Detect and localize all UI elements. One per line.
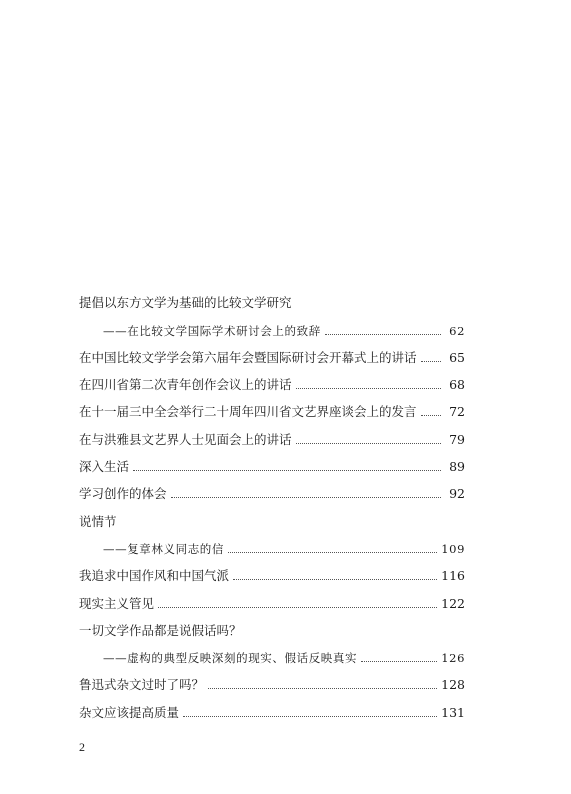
dot-leader: [296, 388, 441, 389]
toc-entry-row: [79, 420, 465, 447]
toc-page-number: 116: [441, 568, 465, 584]
dot-leader: [296, 443, 441, 444]
toc-page-number: 65: [449, 349, 465, 365]
toc-entry-title: 在十一届三中全会举行二十周年四川省文艺界座谈会上的发言: [79, 404, 417, 420]
toc-entry-row: [79, 612, 465, 639]
toc-entry-row: [79, 475, 465, 502]
dot-leader: [171, 497, 441, 498]
toc-entry-title: 我追求中国作风和中国气派: [79, 568, 230, 584]
dot-leader: [133, 470, 441, 471]
toc-subtitle-row: [79, 311, 465, 338]
toc-entry-title: ——复章林义同志的信: [103, 541, 224, 556]
toc-entry-row: [79, 557, 465, 584]
toc-subtitle-row: [79, 639, 465, 666]
toc-page-number: 109: [441, 541, 465, 556]
toc-entry-title: ——在比较文学国际学术研讨会上的致辞: [103, 323, 321, 338]
toc-entry-row: [79, 339, 465, 366]
toc-entry-title: 一切文学作品都是说假话吗？: [79, 622, 242, 638]
page-number: 2: [79, 740, 85, 754]
toc-page-number: 128: [441, 677, 465, 693]
toc-entry-title: 杂文应该提高质量: [79, 704, 180, 720]
dot-leader: [228, 552, 437, 553]
dot-leader: [421, 361, 441, 362]
toc-subtitle-row: [79, 530, 465, 557]
toc-page-number: 122: [441, 595, 465, 611]
toc-entry-title: 在中国比较文学学会第六届年会暨国际研讨会开幕式上的讲话: [79, 349, 417, 365]
toc-page-number: 79: [449, 431, 465, 447]
toc-page-number: 62: [449, 323, 465, 338]
dot-leader: [325, 334, 441, 335]
toc-entry-title: 学习创作的体会: [79, 486, 167, 502]
dot-leader: [233, 579, 437, 580]
dot-leader: [421, 415, 441, 416]
toc-page-number: 68: [449, 377, 465, 393]
dot-leader: [361, 661, 437, 662]
dot-leader: [183, 716, 437, 717]
toc-page-number: 72: [449, 404, 465, 420]
toc-entry-title: 说情节: [79, 513, 117, 529]
toc-entry-title: 在与洪雅县文艺界人士见面会上的讲话: [79, 431, 292, 447]
toc-entry-row: [79, 448, 465, 475]
toc-entry-title: 提倡以东方文学为基础的比较文学研究: [79, 295, 292, 311]
toc-entry-title: 鲁迅式杂文过时了吗？: [79, 677, 205, 693]
toc-entry-row: [79, 393, 465, 420]
toc-entry-title: 在四川省第二次青年创作会议上的讲话: [79, 377, 292, 393]
toc-page-number: 131: [441, 704, 465, 720]
toc-entry-title: 现实主义管见: [79, 595, 155, 611]
toc-entry-row: [79, 502, 465, 529]
toc-page-number: 92: [449, 486, 465, 502]
toc-entry-row: [79, 584, 465, 611]
toc-page-number: 126: [441, 651, 465, 666]
toc-entry-row: [79, 693, 465, 720]
toc-entry-title: 深入生活: [79, 459, 130, 475]
dot-leader: [208, 688, 437, 689]
dot-leader: [158, 607, 437, 608]
table-of-contents: [79, 284, 465, 721]
toc-entry-title: ——虚构的典型反映深刻的现实、假话反映真实: [103, 651, 358, 666]
toc-entry-row: [79, 284, 465, 311]
toc-entry-row: [79, 366, 465, 393]
toc-entry-row: [79, 666, 465, 693]
toc-page-number: 89: [449, 459, 465, 475]
